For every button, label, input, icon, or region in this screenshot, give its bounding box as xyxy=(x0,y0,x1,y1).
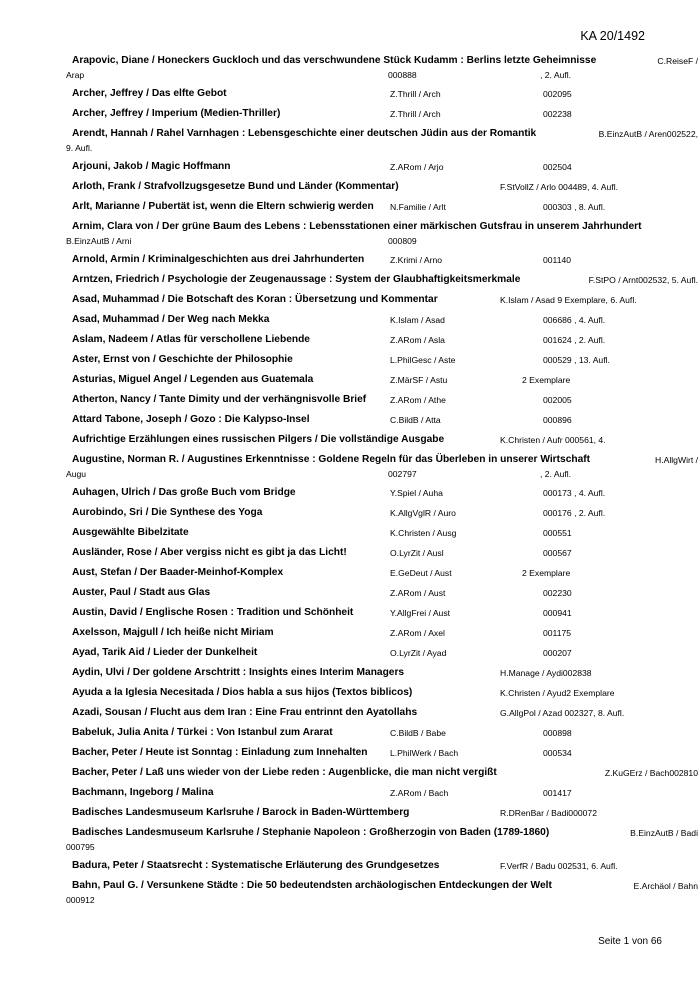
catalog-number: 000567 xyxy=(543,548,572,558)
catalog-number: 000941 xyxy=(543,608,572,618)
shelf-signature: H.Manage / Aydi002838 xyxy=(500,668,592,678)
list-item xyxy=(66,413,678,433)
list-item xyxy=(66,879,698,912)
shelf-signature: K.Christen / Aufr 000561, 4. xyxy=(500,435,606,445)
list-item xyxy=(66,353,678,373)
list-item xyxy=(66,54,698,87)
shelf-signature: Z.KuGErz / Bach002810 xyxy=(604,768,698,778)
entry-title: Attard Tabone, Joseph / Gozo : Die Kalypso-Insel xyxy=(72,414,310,425)
continuation-part: B.EinzAutB / Arni xyxy=(66,236,132,246)
shelf-signature: F.VerfR / Badu 002531, 6. Aufl. xyxy=(500,861,618,871)
list-item xyxy=(66,200,678,220)
list-item xyxy=(66,433,678,453)
list-item xyxy=(66,160,678,180)
continuation-part: 9. Aufl. xyxy=(66,143,93,153)
list-item xyxy=(66,293,678,313)
catalog-number: 002095 xyxy=(543,89,572,99)
shelf-signature: Z.Krimi / Arno xyxy=(390,255,443,265)
entry-title: Ausländer, Rose / Aber vergiss nicht es gibt ja das Licht! xyxy=(72,547,347,558)
list-item xyxy=(66,453,698,486)
shelf-signature: K.Islam / Asad 9 Exemplare, 6. Aufl. xyxy=(500,295,637,305)
list-item xyxy=(66,546,678,566)
entry-title: Ausgewählte Bibelzitate xyxy=(72,527,189,538)
shelf-signature: Z.ARom / Asla xyxy=(390,335,445,345)
entry-title: Asad, Muhammad / Der Weg nach Mekka xyxy=(72,314,270,325)
entry-title: Bacher, Peter / Heute ist Sonntag : Einladung zum Innehalten xyxy=(72,747,368,758)
entry-title: Aurobindo, Sri / Die Synthese des Yoga xyxy=(72,507,263,518)
entry-title: Arloth, Frank / Strafvollzugsgesetze Bund und Länder (Kommentar) xyxy=(72,181,399,192)
list-item xyxy=(66,746,678,766)
list-item xyxy=(66,626,678,646)
entry-title: Auhagen, Ulrich / Das große Buch vom Bridge xyxy=(72,487,296,498)
list-item xyxy=(66,686,678,706)
shelf-signature: Z.ARom / Bach xyxy=(390,788,449,798)
shelf-signature: B.EinzAutB / Badi xyxy=(630,828,698,838)
entry-title: Arendt, Hannah / Rahel Varnhagen : Lebensgeschichte einer deutschen Jüdin aus der Romantik xyxy=(72,128,537,139)
continuation-part: , 2. Aufl. xyxy=(540,469,572,479)
list-item xyxy=(66,566,678,586)
entry-title: Aust, Stefan / Der Baader-Meinhof-Komplex xyxy=(72,567,284,578)
shelf-signature: Z.MärSF / Astu xyxy=(390,375,448,385)
shelf-signature: K.Christen / Ausg xyxy=(390,528,457,538)
entry-title: Bachmann, Ingeborg / Malina xyxy=(72,787,214,798)
entry-title: Arlt, Marianne / Pubertät ist, wenn die Eltern schwierig werden xyxy=(72,201,374,212)
entry-title: Babeluk, Julia Anita / Türkei : Von Istanbul zum Ararat xyxy=(72,727,333,738)
catalog-number: 000303 , 8. Aufl. xyxy=(543,202,606,212)
list-item xyxy=(66,486,678,506)
catalog-number: 001624 , 2. Aufl. xyxy=(543,335,606,345)
list-item xyxy=(66,666,678,686)
shelf-signature: Z.ARom / Athe xyxy=(390,395,446,405)
list-item xyxy=(66,220,678,253)
shelf-signature: F.StPO / Arnt002532, 5. Aufl. xyxy=(588,275,698,285)
catalog-number: 000534 xyxy=(543,748,572,758)
entry-title: Aster, Ernst von / Geschichte der Philosophie xyxy=(72,354,293,365)
list-item xyxy=(66,273,698,293)
entry-title: Ayuda a la Iglesia Necesitada / Dios habla a sus hijos (Textos biblicos) xyxy=(72,687,413,698)
entry-title: Ayad, Tarik Aid / Lieder der Dunkelheit xyxy=(72,647,258,658)
list-item xyxy=(66,606,678,626)
entry-title: Asturias, Miguel Angel / Legenden aus Guatemala xyxy=(72,374,314,385)
shelf-signature: L.PhilGesc / Aste xyxy=(390,355,456,365)
catalog-number: 000207 xyxy=(543,648,572,658)
entry-title: Axelsson, Majgull / Ich heiße nicht Miriam xyxy=(72,627,274,638)
list-item xyxy=(66,127,698,160)
entry-title: Arapovic, Diane / Honeckers Guckloch und das verschwundene Stück Kudamm : Berlins letzte Geheimnisse xyxy=(72,55,597,66)
entry-title: Aufrichtige Erzählungen eines russischen Pilgers / Die vollständige Ausgabe xyxy=(72,434,445,445)
catalog-number: 001175 xyxy=(543,628,572,638)
continuation-part: 000888 xyxy=(388,70,417,80)
catalog-number: 000898 xyxy=(543,728,572,738)
shelf-signature: E.GeDeut / Aust xyxy=(390,568,452,578)
entry-title: Badura, Peter / Staatsrecht : Systematische Erläuterung des Grundgesetzes xyxy=(72,860,440,871)
list-item xyxy=(66,180,678,200)
copies-count: 2 Exemplare xyxy=(522,375,571,385)
shelf-signature: C.ReiseF / xyxy=(657,56,698,66)
shelf-signature: K.AllgVglR / Auro xyxy=(390,508,456,518)
shelf-signature: N.Familie / Arlt xyxy=(390,202,446,212)
catalog-number: 002504 xyxy=(543,162,572,172)
list-item xyxy=(66,726,678,746)
continuation-part: Augu xyxy=(66,469,87,479)
list-item xyxy=(66,806,678,826)
shelf-signature: O.LyrZit / Ayad xyxy=(390,648,447,658)
catalog-number: 006686 , 4. Aufl. xyxy=(543,315,606,325)
shelf-signature: K.Islam / Asad xyxy=(390,315,445,325)
continuation-part: Arap xyxy=(66,70,85,80)
entry-title: Augustine, Norman R. / Augustines Erkenntnisse : Goldene Regeln für das Überleben in unserer Wirtschaft xyxy=(72,454,591,465)
list-item xyxy=(66,786,678,806)
entry-title: Arjouni, Jakob / Magic Hoffmann xyxy=(72,161,231,172)
catalog-number: 002230 xyxy=(543,588,572,598)
continuation-part: , 2. Aufl. xyxy=(540,70,572,80)
catalog-number: 000896 xyxy=(543,415,572,425)
shelf-signature: Y.AllgFrei / Aust xyxy=(390,608,451,618)
entry-title: Asad, Muhammad / Die Botschaft des Koran : Übersetzung und Kommentar xyxy=(72,294,438,305)
entry-title: Arnold, Armin / Kriminalgeschichten aus drei Jahrhunderten xyxy=(72,254,365,265)
list-item xyxy=(66,766,698,786)
entry-title: Austin, David / Englische Rosen : Tradition und Schönheit xyxy=(72,607,354,618)
shelf-signature: R.DRenBar / Badi000072 xyxy=(500,808,597,818)
list-item xyxy=(66,87,678,107)
shelf-signature: Y.Spiel / Auha xyxy=(390,488,443,498)
entry-title: Archer, Jeffrey / Imperium (Medien-Thriller) xyxy=(72,108,281,119)
catalog-number: 001417 xyxy=(543,788,572,798)
entry-title: Aydin, Ulvi / Der goldene Arschtritt : Insights eines Interim Managers xyxy=(72,667,405,678)
list-item xyxy=(66,313,678,333)
list-item xyxy=(66,107,678,127)
entry-title: Arntzen, Friedrich / Psychologie der Zeugenaussage : System der Glaubhaftigkeitsmerkmale xyxy=(72,274,521,285)
entry-title: Archer, Jeffrey / Das elfte Gebot xyxy=(72,88,227,99)
entry-title: Azadi, Sousan / Flucht aus dem Iran : Eine Frau entrinnt den Ayatollahs xyxy=(72,707,418,718)
entry-title: Atherton, Nancy / Tante Dimity und der verhängnisvolle Brief xyxy=(72,394,367,405)
shelf-signature: G.AllgPol / Azad 002327, 8. Aufl. xyxy=(500,708,625,718)
shelf-signature: C.BildB / Babe xyxy=(390,728,446,738)
continuation-part: 000809 xyxy=(388,236,417,246)
shelf-signature: O.LyrZit / Ausl xyxy=(390,548,444,558)
shelf-signature: L.PhilWerk / Bach xyxy=(390,748,459,758)
continuation-part: 000912 xyxy=(66,895,95,905)
list-item xyxy=(66,393,678,413)
entry-title: Bacher, Peter / Laß uns wieder von der Liebe reden : Augenblicke, die man nicht vergißt xyxy=(72,767,497,778)
list-item xyxy=(66,826,698,859)
shelf-signature: Z.ARom / Arjo xyxy=(390,162,444,172)
catalog-number: 000173 , 4. Aufl. xyxy=(543,488,606,498)
entry-title: Bahn, Paul G. / Versunkene Städte : Die 50 bedeutendsten archäologischen Entdeckungen der Welt xyxy=(72,880,552,891)
list-item xyxy=(66,373,678,393)
catalog-number: 002005 xyxy=(543,395,572,405)
list-item xyxy=(66,253,678,273)
shelf-signature: Z.ARom / Aust xyxy=(390,588,446,598)
entry-title: Arnim, Clara von / Der grüne Baum des Lebens : Lebensstationen einer märkischen Gutsfrau in unserem Jahrhundert xyxy=(72,221,642,232)
entry-title: Badisches Landesmuseum Karlsruhe / Barock in Baden-Württemberg xyxy=(72,807,410,818)
shelf-signature: E.Archäol / Bahn xyxy=(633,881,698,891)
list-item xyxy=(66,506,678,526)
catalog-number: 002238 xyxy=(543,109,572,119)
shelf-signature: H.AllgWirt / xyxy=(655,455,698,465)
list-item xyxy=(66,333,678,353)
catalog-list xyxy=(66,54,698,912)
page-number: Seite 1 von 66 xyxy=(598,936,662,947)
copies-count: 2 Exemplare xyxy=(522,568,571,578)
list-item xyxy=(66,586,678,606)
catalog-number: 000529 , 13. Aufl. xyxy=(543,355,610,365)
shelf-signature: K.Christen / Ayud2 Exemplare xyxy=(500,688,615,698)
entry-title: Auster, Paul / Stadt aus Glas xyxy=(72,587,211,598)
list-item xyxy=(66,706,678,726)
catalog-number: 001140 xyxy=(543,255,572,265)
entry-title: Badisches Landesmuseum Karlsruhe / Stephanie Napoleon : Großherzogin von Baden (1789-1860) xyxy=(72,827,550,838)
catalog-number: 000551 xyxy=(543,528,572,538)
shelf-signature: Z.ARom / Axel xyxy=(390,628,445,638)
list-item xyxy=(66,526,678,546)
list-item xyxy=(66,859,678,879)
shelf-signature: F.StVollZ / Arlo 004489, 4. Aufl. xyxy=(500,182,618,192)
list-item xyxy=(66,646,678,666)
continuation-part: 000795 xyxy=(66,842,95,852)
shelf-signature: Z.Thrill / Arch xyxy=(390,89,441,99)
document-id: KA 20/1492 xyxy=(580,29,645,43)
shelf-signature: C.BildB / Atta xyxy=(390,415,441,425)
continuation-part: 002797 xyxy=(388,469,417,479)
shelf-signature: B.EinzAutB / Aren002522, xyxy=(598,129,698,139)
catalog-number: 000176 , 2. Aufl. xyxy=(543,508,606,518)
shelf-signature: Z.Thrill / Arch xyxy=(390,109,441,119)
entry-title: Aslam, Nadeem / Atlas für verschollene Liebende xyxy=(72,334,310,345)
